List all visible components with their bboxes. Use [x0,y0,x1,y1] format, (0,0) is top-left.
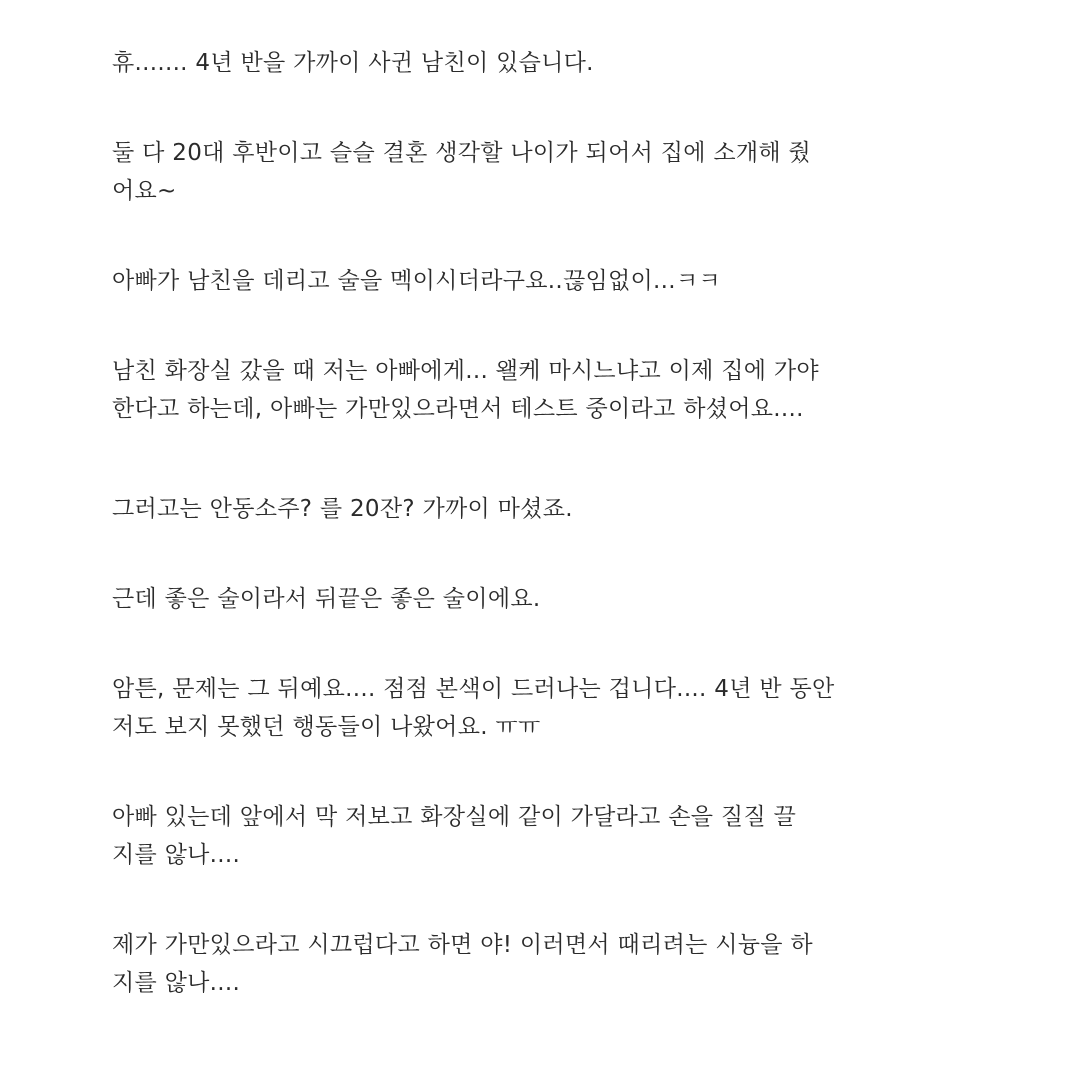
text-line: 암튼, 문제는 그 뒤예요.... 점점 본색이 드러나는 겁니다.... 4년 반 동안 [112,676,835,702]
text-line: 근데 좋은 술이라서 뒤끝은 좋은 술이에요. [112,586,541,612]
text-line: 휴....... 4년 반을 가까이 사귄 남친이 있습니다. [112,50,594,76]
paragraph [112,352,819,428]
paragraph [112,798,796,874]
paragraph [112,580,540,618]
text-line: 어요~ [112,178,177,204]
text-line: 한다고 하는데, 아빠는 가만있으라면서 테스트 중이라고 하셨어요.... [112,396,804,422]
text-line: 제가 가만있으라고 시끄럽다고 하면 야! 이러면서 때리려는 시늉을 하 [112,932,813,958]
text-line: 지를 않나.... [112,970,241,996]
text-line: 아빠가 남친을 데리고 술을 멕이시더라구요..끊임없이...ㅋㅋ [112,268,721,294]
paragraph [112,670,835,746]
paragraph [112,490,573,528]
text-line: 그러고는 안동소주? 를 20잔? 가까이 마셨죠. [112,496,573,522]
paragraph [112,262,721,300]
text-line: 지를 않나.... [112,842,241,868]
text-line: 둘 다 20대 후반이고 슬슬 결혼 생각할 나이가 되어서 집에 소개해 줬 [112,140,812,166]
paragraph [112,134,811,210]
text-line: 아빠 있는데 앞에서 막 저보고 화장실에 같이 가달라고 손을 질질 끌 [112,804,797,830]
text-line: 저도 보지 못했던 행동들이 나왔어요. ㅠㅠ [112,714,541,740]
paragraph [112,44,594,82]
paragraph [112,926,813,1002]
text-line: 남친 화장실 갔을 때 저는 아빠에게... 왤케 마시느냐고 이제 집에 가야 [112,358,819,384]
